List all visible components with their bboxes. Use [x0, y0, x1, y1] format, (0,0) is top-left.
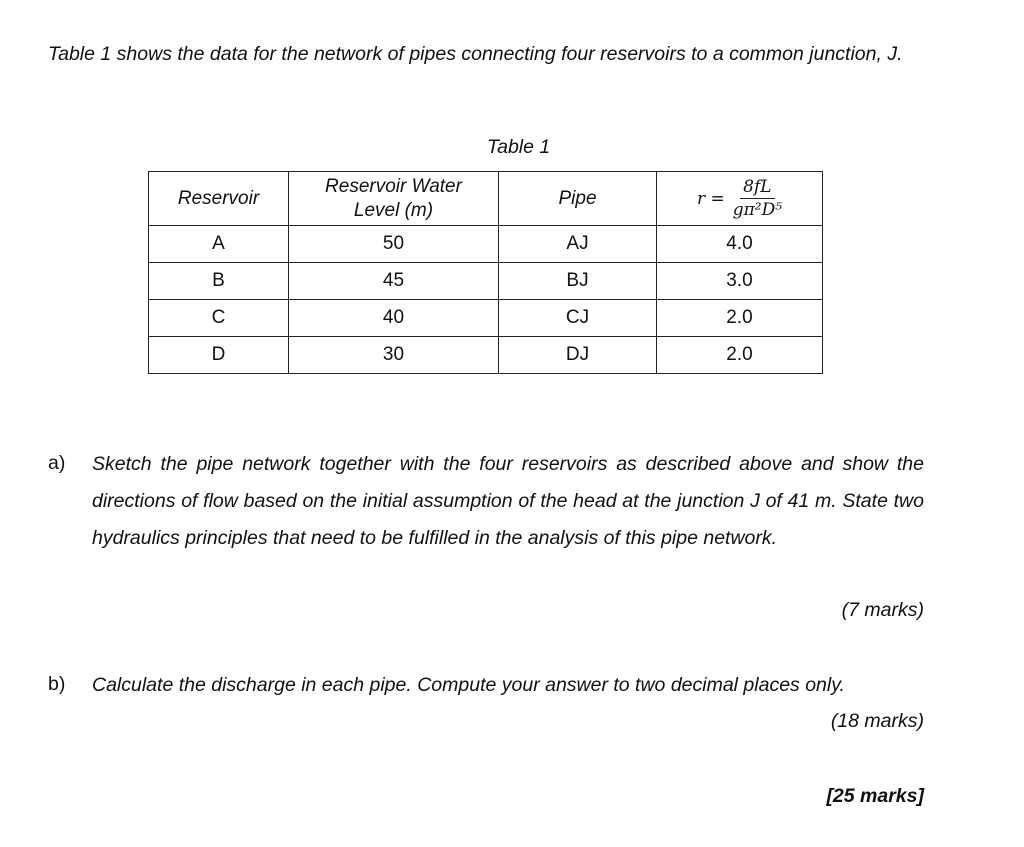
header-water-level-line1: Reservoir Water — [325, 175, 462, 197]
r-formula — [697, 177, 782, 220]
cell-pipe: CJ — [499, 300, 657, 337]
table-row — [149, 263, 823, 300]
cell-r: 3.0 — [657, 263, 823, 300]
question-a-label: a) — [48, 452, 66, 474]
cell-level: 30 — [289, 337, 499, 374]
cell-reservoir: D — [149, 337, 289, 374]
cell-pipe: AJ — [499, 226, 657, 263]
intro-paragraph: Table 1 shows the data for the network of pipes connecting four reservoirs to a common junction, J. — [48, 43, 903, 65]
r-formula-denominator: gπ²D⁵ — [732, 200, 783, 220]
header-reservoir: Reservoir — [149, 172, 289, 226]
header-pipe: Pipe — [499, 172, 657, 226]
cell-level: 40 — [289, 300, 499, 337]
question-b-marks: (18 marks) — [830, 710, 924, 732]
question-a-marks: (7 marks) — [841, 599, 924, 621]
cell-r: 2.0 — [657, 337, 823, 374]
cell-reservoir: A — [149, 226, 289, 263]
cell-level: 50 — [289, 226, 499, 263]
header-water-level — [289, 172, 499, 226]
cell-reservoir: C — [149, 300, 289, 337]
cell-pipe: BJ — [499, 263, 657, 300]
question-b-text: Calculate the discharge in each pipe. Compute your answer to two decimal places only. — [92, 674, 845, 696]
cell-r: 2.0 — [657, 300, 823, 337]
r-formula-numerator: 8fL — [740, 177, 774, 199]
cell-r: 4.0 — [657, 226, 823, 263]
question-a-text: Sketch the pipe network together with the four reservoirs as described above and show the directions of flow based on the initial assumption of the head at the junction J of 41 m. State two hydraulics principles that need to be fulfilled in the analysis of this pipe network. — [92, 453, 924, 549]
header-r-formula — [657, 172, 823, 226]
r-formula-fraction — [733, 177, 782, 220]
total-marks: [25 marks] — [826, 785, 924, 807]
table-header-row — [149, 172, 823, 226]
r-formula-lhs: r = — [696, 188, 725, 209]
cell-reservoir: B — [149, 263, 289, 300]
table-row — [149, 300, 823, 337]
cell-pipe: DJ — [499, 337, 657, 374]
cell-level: 45 — [289, 263, 499, 300]
table-caption: Table 1 — [487, 136, 551, 158]
data-table — [148, 171, 823, 374]
table-row — [149, 226, 823, 263]
table-row — [149, 337, 823, 374]
question-b-label: b) — [48, 673, 66, 695]
header-water-level-line2: Level (m) — [353, 199, 434, 221]
